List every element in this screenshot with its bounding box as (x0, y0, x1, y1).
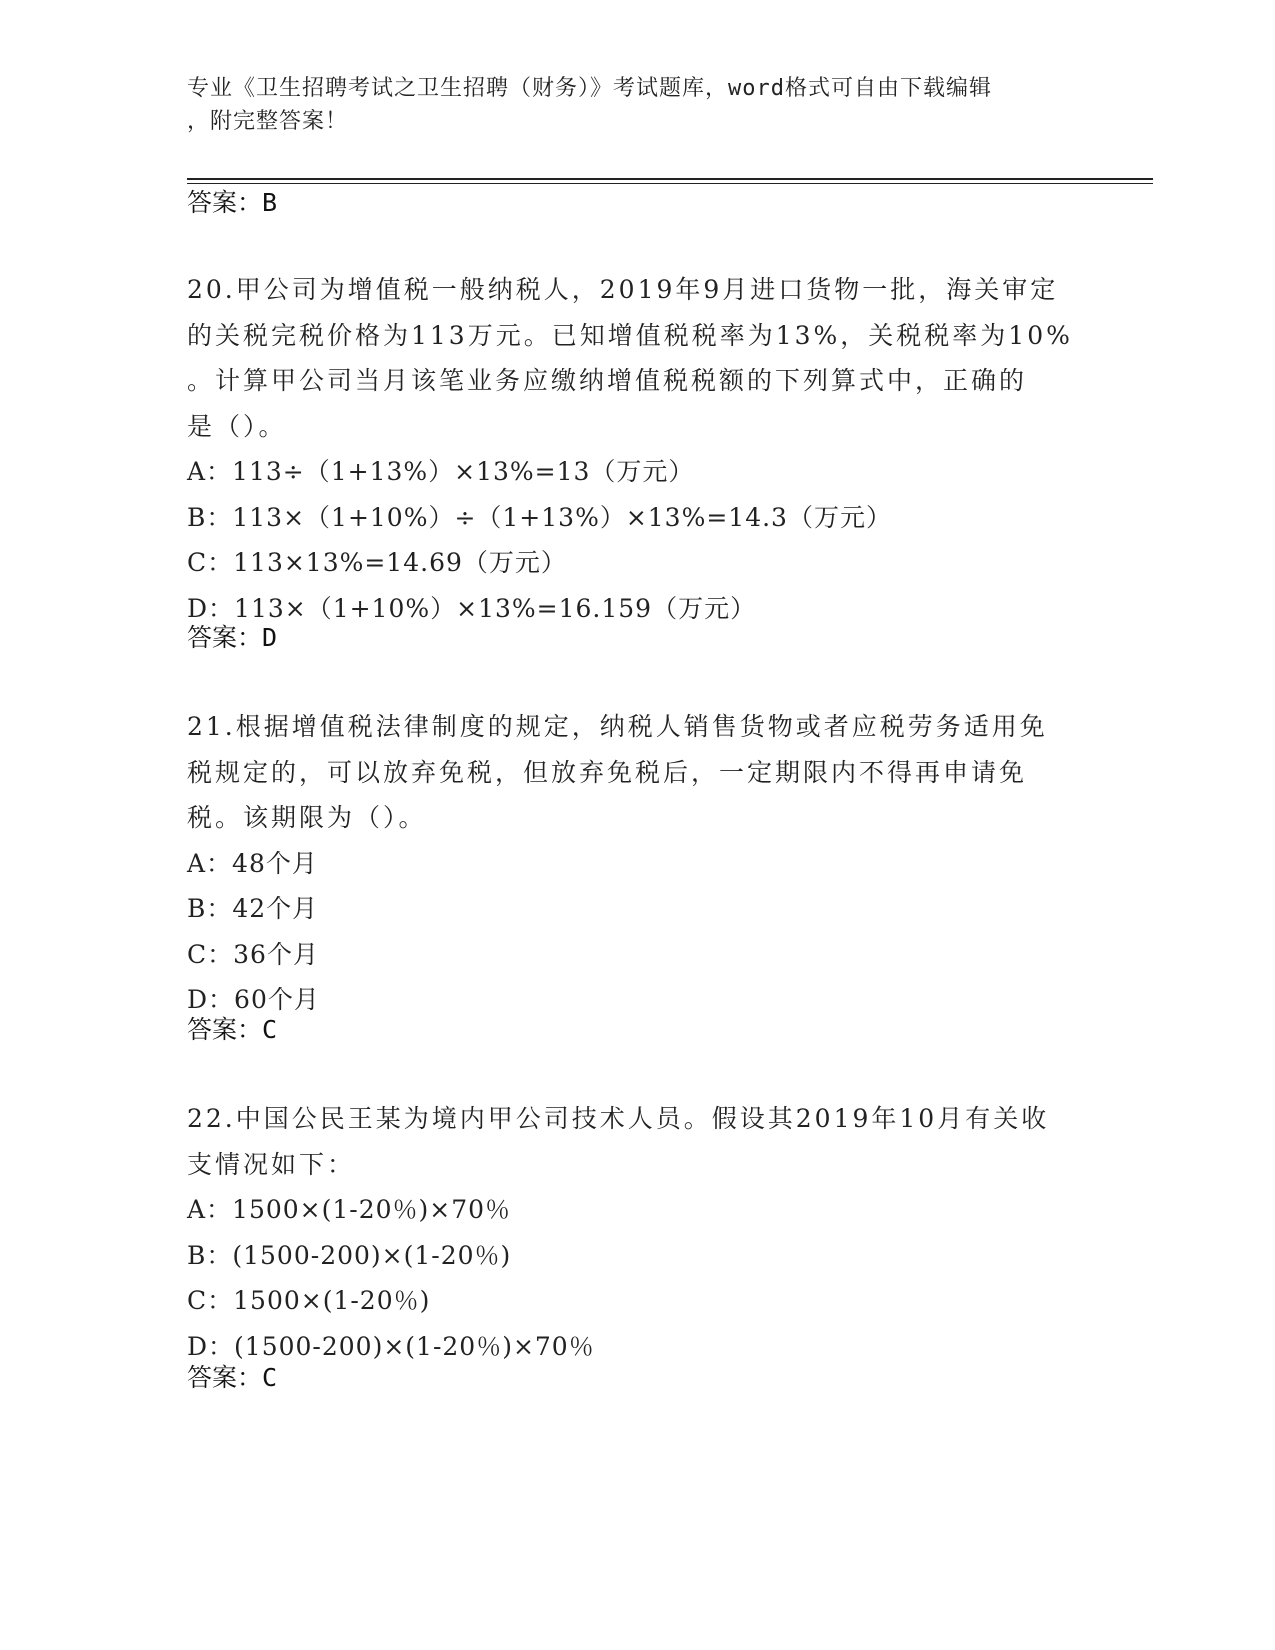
document-header (187, 72, 1067, 138)
option-a: A：1500×(1-20％)×70％ (187, 1195, 512, 1224)
answer-20: 答案：D (187, 623, 278, 652)
question-stem-line: 支情况如下： (187, 1149, 356, 1179)
question-stem-line: 税规定的，可以放弃免税，但放弃免税后，一定期限内不得再申请免 (187, 757, 1028, 787)
option-c: C：36个月 (187, 939, 319, 969)
option-d: D：(1500-200)×(1-20％)×70％ (187, 1331, 595, 1361)
option-c: C：113×13%=14.69（万元） (187, 548, 567, 577)
header-line-2: ，附完整答案！ (187, 109, 349, 134)
previous-answer: 答案：B (187, 188, 278, 217)
question-stem-line: 22.中国公民王某为境内甲公司技术人员。假设其2019年10月有关收 (187, 1104, 1050, 1133)
option-d: D：60个月 (187, 985, 320, 1014)
question-stem-line: 税。该期限为（）。 (187, 803, 427, 832)
header-rule-thin (187, 183, 1153, 184)
question-stem-line: 21.根据增值税法律制度的规定，纳税人销售货物或者应税劳务适用免 (187, 712, 1048, 741)
answer-21: 答案：C (187, 1015, 278, 1044)
question-stem-line: 20.甲公司为增值税一般纳税人，2019年9月进口货物一批，海关审定 (187, 275, 1059, 304)
option-b: B：(1500-200)×(1-20％) (187, 1240, 512, 1270)
question-22 (187, 1096, 1077, 1369)
question-21 (187, 704, 1077, 1023)
question-20 (187, 267, 1077, 631)
answer-22: 答案：C (187, 1363, 278, 1392)
question-stem-line: 的关税完税价格为113万元。已知增值税税率为13%，关税税率为10% (187, 320, 1073, 350)
question-stem-line: 。计算甲公司当月该笔业务应缴纳增值税税额的下列算式中，正确的 (187, 366, 1028, 395)
option-b: B：42个月 (187, 894, 319, 923)
option-a: A：113÷（1+13%）×13%=13（万元） (187, 457, 695, 486)
header-line-1: 专业《卫生招聘考试之卫生招聘（财务）》考试题库，word格式可自由下载编辑 (187, 76, 992, 101)
question-stem-line: 是（）。 (187, 411, 287, 441)
option-b: B：113×（1+10%）÷（1+13%）×13%=14.3（万元） (187, 502, 892, 532)
option-a: A：48个月 (187, 848, 318, 878)
option-c: C：1500×(1-20％) (187, 1286, 431, 1315)
header-rule-thick (187, 178, 1153, 180)
option-d: D：113×（1+10%）×13%=16.159（万元） (187, 593, 757, 623)
